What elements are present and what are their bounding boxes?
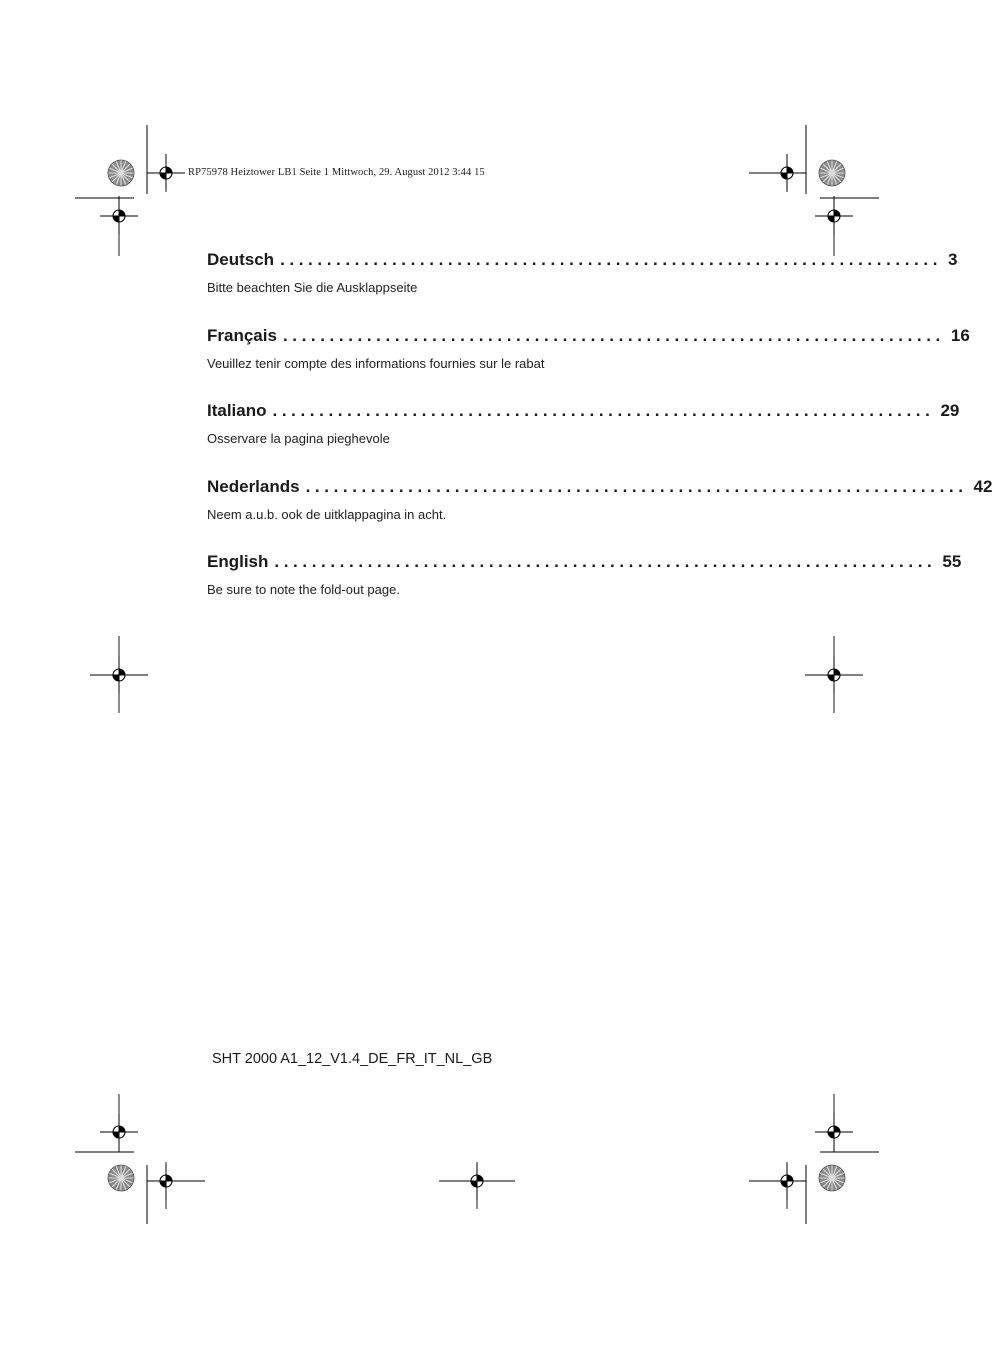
color-star-target-icon: [819, 160, 845, 186]
footer-document-code: SHT 2000 A1_12_V1.4_DE_FR_IT_NL_GB: [212, 1051, 493, 1067]
color-star-target-icon: [108, 1165, 134, 1191]
dot-leader: .......................................................................: [282, 325, 945, 345]
print-slug: RP75978 Heiztower LB1 Seite 1 Mittwoch, 29. August 2012 3:44 15: [188, 167, 485, 178]
toc-note: Be sure to note the fold-out page.: [207, 582, 400, 597]
toc-language: Italiano: [207, 401, 267, 420]
toc-page-number: 3: [948, 250, 958, 269]
dot-leader: .......................................................................: [274, 552, 937, 571]
toc-note: Bitte beachten Sie die Ausklappseite: [207, 280, 418, 295]
toc-language: English: [207, 552, 269, 571]
toc-note: Veuillez tenir compte des informations fournies sur le rabat: [207, 355, 545, 371]
dot-leader: .......................................................................: [305, 476, 968, 496]
dot-leader: .......................................................................: [272, 401, 935, 420]
dot-leader: .......................................................................: [280, 250, 943, 269]
toc-language: Nederlands: [207, 476, 300, 496]
toc-language: Français: [207, 325, 277, 345]
toc-language: Deutsch: [207, 250, 275, 269]
color-star-target-icon: [108, 160, 134, 186]
color-star-target-icon: [819, 1165, 845, 1191]
toc-page-number: 55: [942, 552, 962, 571]
toc-page-number: 42: [973, 476, 992, 496]
toc-page-number: 16: [950, 325, 970, 345]
toc-page-number: 29: [940, 401, 960, 420]
toc-note: Osservare la pagina pieghevole: [207, 431, 390, 446]
toc-note: Neem a.u.b. ook de uitklappagina in acht.: [207, 506, 447, 522]
